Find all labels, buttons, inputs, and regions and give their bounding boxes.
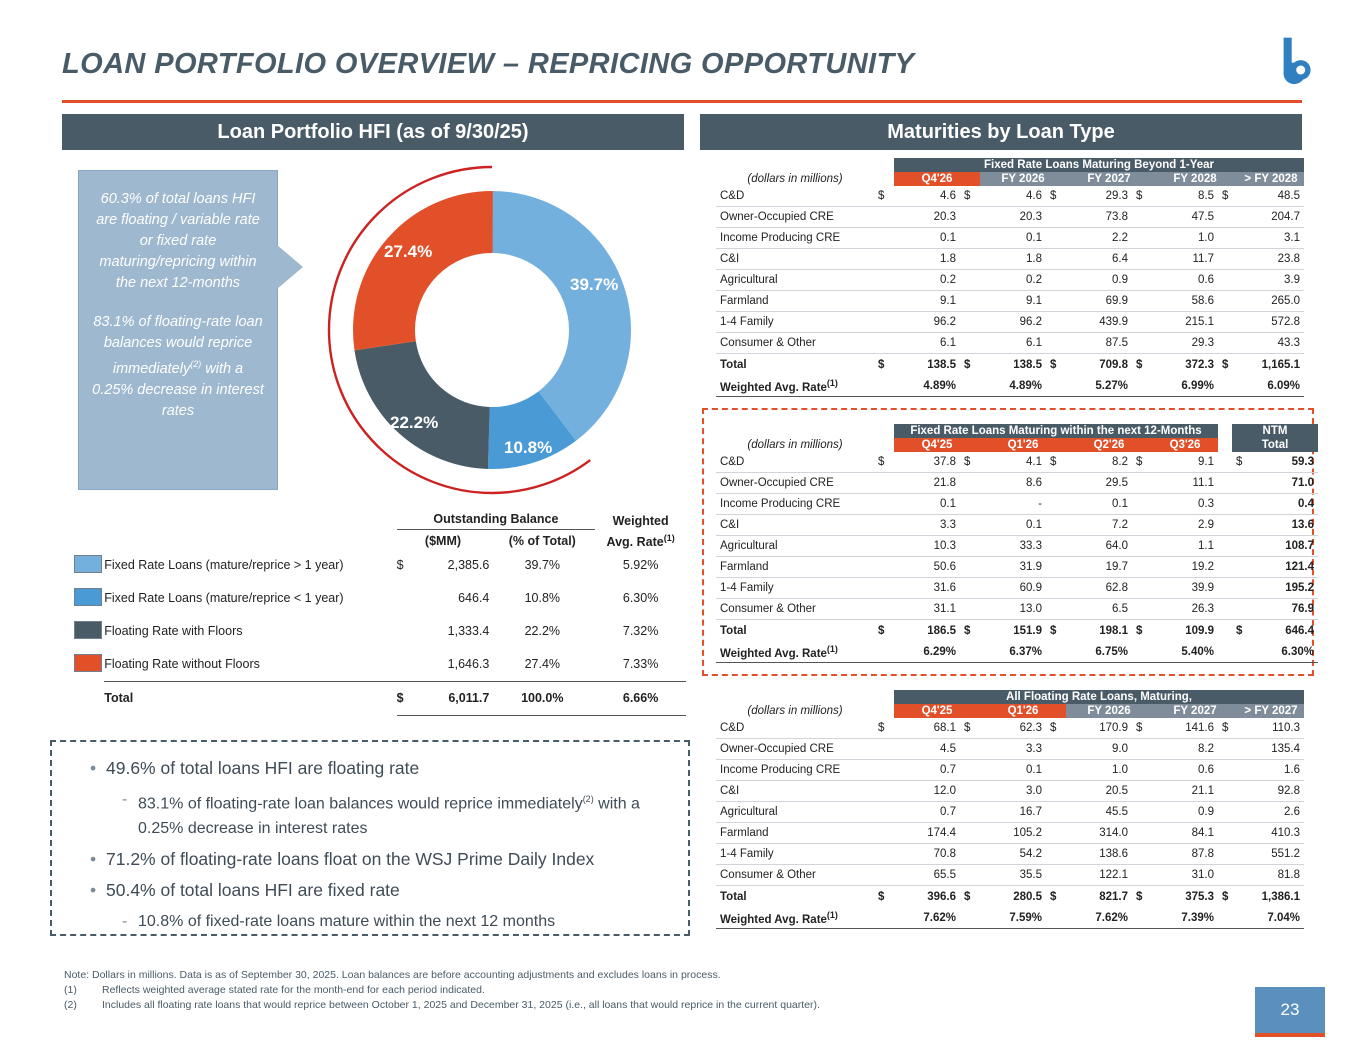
table-row: Consumer & Other 31.1 13.0 6.5 26.3 76.9	[716, 599, 1318, 620]
legend-label-floating-floors: Floating Rate with Floors	[104, 624, 243, 639]
table-row-war: Weighted Avg. Rate$^{(1)}$ 6.29% 6.37% 6.75% 5.40% 6.30%	[716, 641, 1318, 663]
legend-head-pct: (% of Total)	[508, 533, 576, 548]
legend-rate-fixed-lt1: 6.30%	[622, 591, 659, 606]
legend-swatch-floating-floors	[74, 621, 102, 639]
bullet-1: • 49.6% of total loans HFI are floating rate	[90, 756, 670, 781]
legend-swatch-fixed-gt1	[74, 555, 102, 573]
legend-label-total: Total	[104, 681, 396, 715]
legend-pct-floating-nofloors: 27.4%	[489, 648, 595, 682]
callout-tail	[277, 245, 303, 289]
legend-swatch-fixed-lt1	[74, 588, 102, 606]
table-row: Income Producing CRE 0.1 0.1 2.2 1.0 3.1	[716, 228, 1304, 249]
banner-loan-portfolio: Loan Portfolio HFI (as of 9/30/25)	[62, 114, 684, 150]
t1-col-gtfy2028: > FY 2028	[1238, 172, 1304, 186]
table-row: Income Producing CRE 0.1 - 0.1 0.3 0.4	[716, 494, 1318, 515]
table-row: Agricultural 0.2 0.2 0.9 0.6 3.9	[716, 270, 1304, 291]
table-row: Owner-Occupied CRE 20.3 20.3 73.8 47.5 204.7	[716, 207, 1304, 228]
t2-ntm-header: NTM	[1232, 424, 1318, 438]
legend-head-weighted: Weighted	[612, 513, 669, 528]
table-row: Agricultural 10.3 33.3 64.0 1.1 108.7	[716, 536, 1318, 557]
table-row: Farmland 9.1 9.1 69.9 58.6 265.0	[716, 291, 1304, 312]
t1-col-fy2027: FY 2027	[1066, 172, 1152, 186]
legend-pct-fixed-gt1: 39.7%	[524, 558, 561, 573]
legend-table	[74, 512, 686, 716]
page-title: LOAN PORTFOLIO OVERVIEW – REPRICING OPPORTUNITY	[62, 48, 915, 80]
legend-swatch-floating-nofloors	[74, 654, 102, 672]
table-row: 1-4 Family 96.2 96.2 439.9 215.1 572.8	[716, 312, 1304, 333]
callout-text-2a: 83.1% of floating-rate loan balances would reprice immediately	[93, 314, 263, 377]
table-row: C&I 1.8 1.8 6.4 11.7 23.8	[716, 249, 1304, 270]
callout-text-2	[91, 312, 265, 422]
t2-ntm-total-header: Total	[1232, 438, 1318, 452]
table-row: Consumer & Other 65.5 35.5 122.1 31.0 81.8	[716, 865, 1304, 886]
legend-pct-total: 100.0%	[489, 681, 595, 715]
footnote-2: (2) Includes all floating rate loans that would reprice between October 1, 2025 and December 31, 2025 (i.e., all loans that would reprice in the current quarter).	[64, 999, 820, 1011]
t3-group-header: All Floating Rate Loans, Maturing,	[894, 690, 1304, 704]
footnote-1: (1) Reflects weighted average stated rate for the month-end for each period indicated.	[64, 984, 485, 996]
table-row: C&D $ 68.1 $ 62.3 $ 170.9 $ 141.6 $ 110.3	[716, 718, 1304, 739]
t2-col-q425: Q4'25	[894, 438, 980, 452]
t3-col-fy2027: FY 2027	[1152, 704, 1238, 718]
table-row: 1-4 Family 70.8 54.2 138.6 87.8 551.2	[716, 844, 1304, 865]
table-row: Agricultural 0.7 16.7 45.5 0.9 2.6	[716, 802, 1304, 823]
t3-col-gtfy2027: > FY 2027	[1238, 704, 1304, 718]
legend-row-floating-floors	[74, 615, 686, 648]
legend-label-fixed-gt1: Fixed Rate Loans (mature/reprice > 1 year)	[104, 558, 344, 573]
t2-dollars-note: (dollars in millions)	[747, 439, 843, 451]
table-row: 1-4 Family 31.6 60.9 62.8 39.9 195.2	[716, 578, 1318, 599]
legend-row-fixed-gt1	[74, 549, 686, 582]
summary-bullets	[50, 740, 690, 936]
t3-col-fy2026: FY 2026	[1066, 704, 1152, 718]
donut-label-floating-nofloors: 27.4%	[384, 242, 433, 261]
table-row: C&D $ 4.6 $ 4.6 $ 29.3 $ 8.5 $ 48.5	[716, 186, 1304, 207]
t3-col-q126: Q1'26	[980, 704, 1066, 718]
footnote-note: Note: Dollars in millions. Data is as of September 30, 2025. Loan balances are before accounting adjustments and excludes loans in process.	[64, 969, 721, 981]
callout-box	[78, 170, 278, 490]
t2-col-q126: Q1'26	[980, 438, 1066, 452]
table-fixed-beyond-1yr	[716, 158, 1304, 397]
donut-label-fixed-lt1: 10.8%	[504, 438, 553, 457]
table-all-floating	[716, 690, 1304, 929]
table-row-total: Total $ 138.5 $ 138.5 $ 709.8 $ 372.3 $ 1,165.1	[716, 354, 1304, 376]
page-number: 23	[1255, 987, 1325, 1033]
donut-label-floating-floors: 22.2%	[390, 413, 439, 432]
legend-balance-floating-nofloors: 1,646.3	[397, 648, 490, 682]
legend-balance-total: $ 6,011.7	[397, 681, 490, 715]
donut-svg	[322, 160, 662, 500]
table-row: Owner-Occupied CRE 4.5 3.3 9.0 8.2 135.4	[716, 739, 1304, 760]
table-row-total: Total $ 396.6 $ 280.5 $ 821.7 $ 375.3 $ 1,386.1	[716, 886, 1304, 908]
table-row: C&I 12.0 3.0 20.5 21.1 92.8	[716, 781, 1304, 802]
legend-row-fixed-lt1	[74, 582, 686, 615]
t2-col-q326: Q3'26	[1152, 438, 1218, 452]
bullet-3-sub: - 10.8% of fixed-rate loans mature within the next 12 months	[104, 909, 670, 934]
footnotes	[64, 968, 820, 1013]
legend-label-floating-nofloors: Floating Rate without Floors	[104, 657, 260, 672]
t3-dollars-note: (dollars in millions)	[747, 705, 843, 717]
legend-rate-floating-nofloors: 7.33%	[595, 648, 686, 682]
table-row: Farmland 50.6 31.9 19.7 19.2 121.4	[716, 557, 1318, 578]
table-row: Owner-Occupied CRE 21.8 8.6 29.5 11.1 71.0	[716, 473, 1318, 494]
callout-sup: (2)	[190, 359, 202, 369]
legend-balance-fixed-gt1: $ 2,385.6	[396, 558, 490, 573]
table-row: C&D $ 37.8 $ 4.1 $ 8.2 $ 9.1 $ 59.3	[716, 452, 1318, 473]
table-row-war: Weighted Avg. Rate$^{(1)}$ 7.62% 7.59% 7.62% 7.39% 7.04%	[716, 907, 1304, 929]
table-row: Farmland 174.4 105.2 314.0 84.1 410.3	[716, 823, 1304, 844]
table-row-total: Total $ 186.5 $ 151.9 $ 198.1 $ 109.9 $ 646.4	[716, 620, 1318, 642]
title-divider	[62, 100, 1302, 103]
t1-col-fy2028: FY 2028	[1152, 172, 1238, 186]
legend-pct-fixed-lt1: 10.8%	[524, 591, 561, 606]
banner-maturities: Maturities by Loan Type	[700, 114, 1302, 150]
t1-col-q426: Q4'26	[894, 172, 980, 186]
bullet-3: • 50.4% of total loans HFI are fixed rate	[90, 878, 670, 903]
t2-group-header: Fixed Rate Loans Maturing within the next 12-Months	[894, 424, 1218, 438]
legend-balance-floating-floors: 1,333.4	[447, 624, 490, 639]
legend-head-outstanding: Outstanding Balance	[397, 512, 596, 530]
page-number-rule	[1255, 1033, 1325, 1037]
legend-pct-floating-floors: 22.2%	[524, 624, 561, 639]
table-row: C&I 3.3 0.1 7.2 2.9 13.6	[716, 515, 1318, 536]
company-logo-icon	[1271, 34, 1325, 88]
legend-rate-floating-floors: 7.32%	[622, 624, 659, 639]
legend-rate-fixed-gt1: 5.92%	[622, 558, 659, 573]
legend-row-total	[74, 681, 686, 715]
table-row: Consumer & Other 6.1 6.1 87.5 29.3 43.3	[716, 333, 1304, 354]
table-row-war: Weighted Avg. Rate$^{(1)}$ 4.89% 4.89% 5.27% 6.99% 6.09%	[716, 375, 1304, 397]
legend-head-rate: Avg. Rate$^{(1)}$	[606, 532, 675, 549]
t1-col-fy2026: FY 2026	[980, 172, 1066, 186]
t3-col-q425: Q4'25	[894, 704, 980, 718]
t1-dollars-note: (dollars in millions)	[747, 173, 843, 185]
legend-row-floating-nofloors	[74, 648, 686, 682]
bullet-2: • 71.2% of floating-rate loans float on the WSJ Prime Daily Index	[90, 847, 670, 872]
bullet-1-sub: - 83.1% of floating-rate loan balances would reprice immediately$^{(2)}$ with a 0.25% decrease in interest rates	[104, 787, 670, 841]
table-row: Income Producing CRE 0.7 0.1 1.0 0.6 1.6	[716, 760, 1304, 781]
callout-text-2b: with a 0.25% decrease in interest rates	[92, 360, 264, 419]
legend-head-mm: ($MM)	[424, 533, 462, 548]
legend-label-fixed-lt1: Fixed Rate Loans (mature/reprice < 1 year)	[104, 591, 344, 606]
legend-balance-fixed-lt1: 646.4	[458, 591, 490, 606]
legend-rate-total: 6.66%	[595, 681, 686, 715]
table-fixed-within-12mo	[716, 424, 1318, 663]
t2-col-q226: Q2'26	[1066, 438, 1152, 452]
donut-chart	[322, 160, 662, 500]
callout-text-1: 60.3% of total loans HFI are floating / variable rate or fixed rate maturing/repricing within the next 12-months	[96, 191, 260, 291]
t1-group-header: Fixed Rate Loans Maturing Beyond 1-Year	[894, 158, 1304, 172]
donut-label-fixed-gt1: 39.7%	[570, 275, 619, 294]
